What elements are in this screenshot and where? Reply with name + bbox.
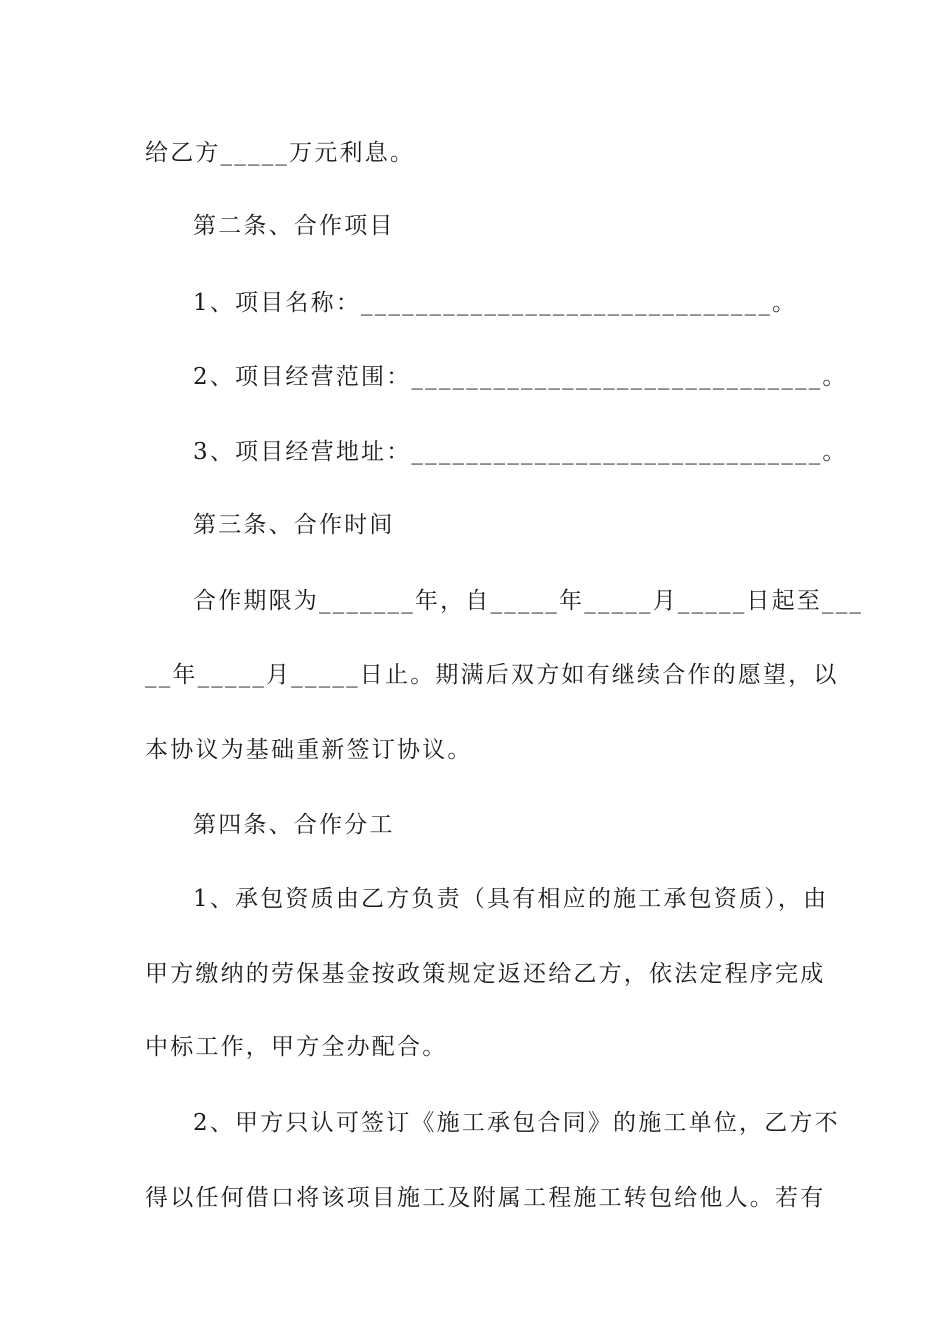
paragraph-line: 2、甲方只认可签订《施工承包合同》的施工单位，乙方不 <box>193 1110 840 1136</box>
paragraph-line: 本协议为基础重新签订协议。 <box>145 737 473 763</box>
paragraph-line: 合作期限为_______年，自_____年_____月_____日起至___ <box>193 588 864 614</box>
section-heading: 第四条、合作分工 <box>193 812 395 838</box>
paragraph-line: 得以任何借口将该项目施工及附属工程施工转包给他人。若有 <box>145 1185 826 1211</box>
paragraph-line: 甲方缴纳的劳保基金按政策规定返还给乙方，依法定程序完成 <box>145 961 826 987</box>
paragraph-line: 给乙方_____万元利息。 <box>145 140 416 166</box>
section-heading: 第二条、合作项目 <box>193 213 395 239</box>
section-heading: 第三条、合作时间 <box>193 512 395 538</box>
paragraph-line: 1、项目名称：______________________________。 <box>193 290 798 316</box>
paragraph-line: 中标工作，甲方全办配合。 <box>145 1034 448 1060</box>
paragraph-line: __年_____月_____日止。期满后双方如有继续合作的愿望，以 <box>145 662 839 688</box>
paragraph-line: 3、项目经营地址：______________________________。 <box>193 439 848 465</box>
paragraph-line: 1、承包资质由乙方负责（具有相应的施工承包资质），由 <box>193 886 829 912</box>
paragraph-line: 2、项目经营范围：______________________________。 <box>193 364 848 390</box>
